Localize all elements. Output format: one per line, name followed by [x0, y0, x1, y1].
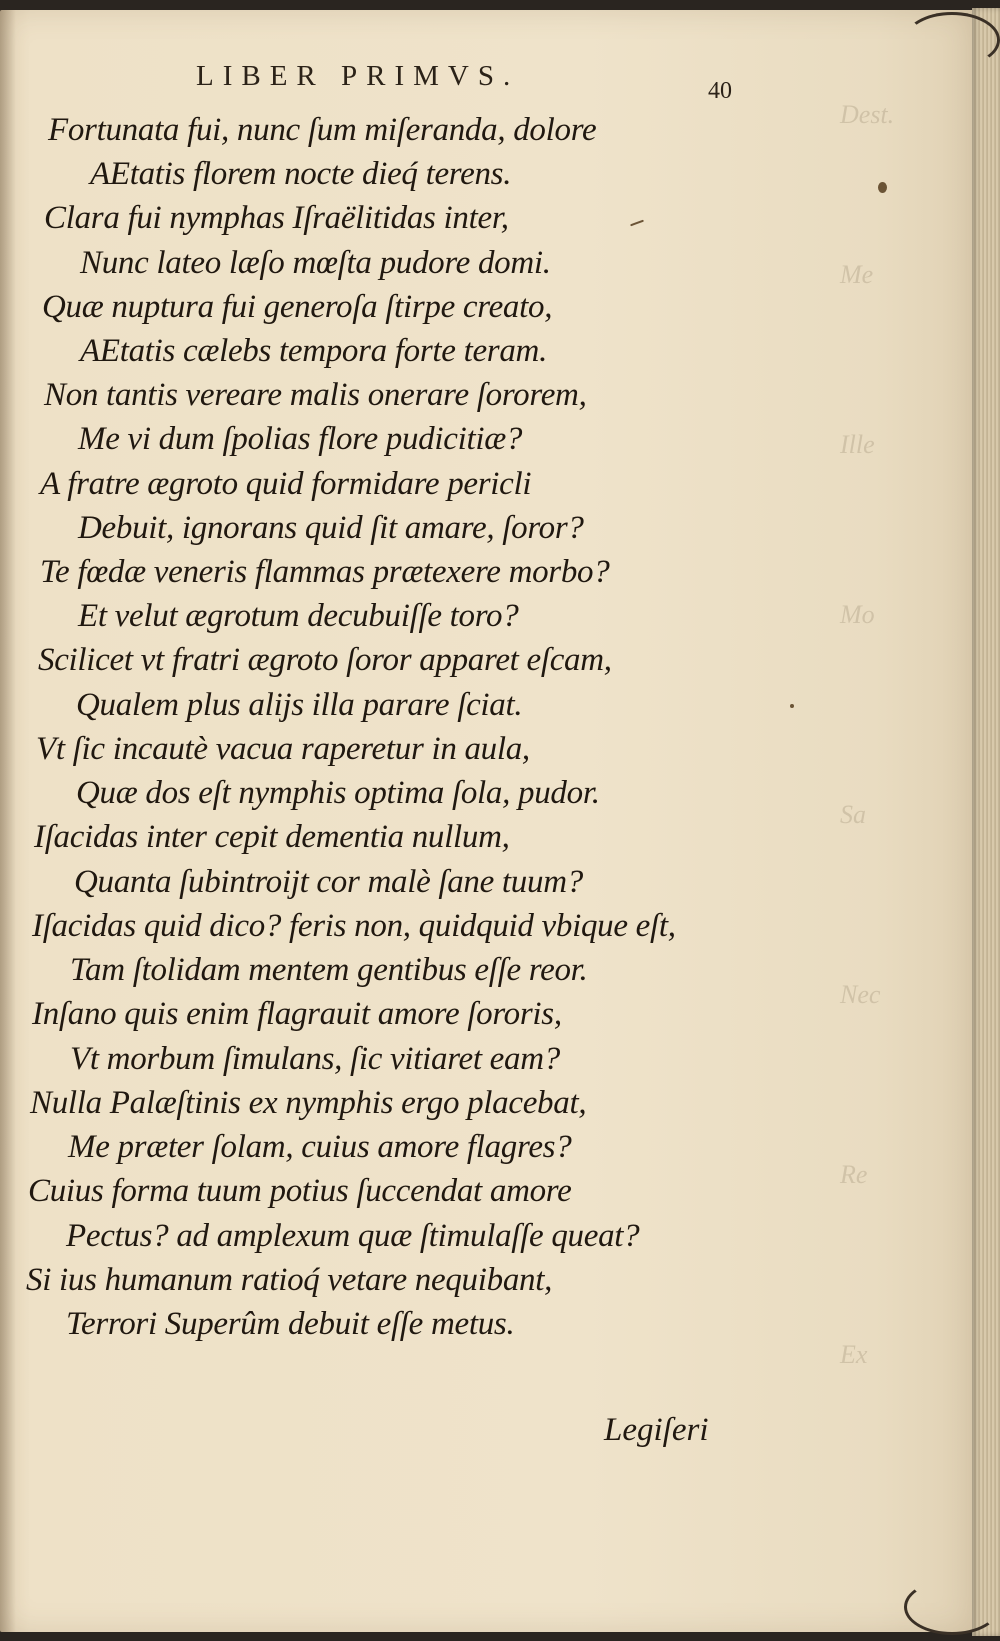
- verse-line: Nunc lateo læſo mœſta pudore domi.: [80, 245, 551, 281]
- verse-line: Cuius forma tuum potius ſuccendat amore: [28, 1173, 572, 1209]
- bottom-corner-curl: [904, 1579, 1000, 1635]
- verse-line: Vt morbum ſimulans, ſic vitiaret eam?: [70, 1041, 560, 1077]
- verse-line: Debuit, ignorans quid ſit amare, ſoror?: [78, 510, 584, 546]
- verse-line: Non tantis vereare malis onerare ſororem,: [44, 377, 587, 413]
- gutter-shadow: [0, 10, 16, 1632]
- verse-line: Scilicet vt fratri ægroto ſoror apparet eſcam,: [38, 642, 612, 678]
- verse-line: Et velut ægrotum decubuiſſe toro?: [78, 598, 519, 634]
- ink-speck: [790, 704, 794, 708]
- verse-line: Me vi dum ſpolias flore pudicitiæ?: [78, 421, 523, 457]
- verse-line: Inſano quis enim flagrauit amore ſororis,: [32, 996, 562, 1032]
- running-head: LIBER PRIMVS.: [196, 60, 520, 92]
- verse-line: Me præter ſolam, cuius amore flagres?: [68, 1129, 572, 1165]
- verse-line: Terrori Superûm debuit eſſe metus.: [66, 1306, 515, 1342]
- verse-line: Quæ nuptura fui generoſa ſtirpe creato,: [42, 289, 553, 325]
- verse-line: Nulla Palæſtinis ex nymphis ergo placebat,: [30, 1085, 587, 1121]
- verse-line: AEtatis cælebs tempora forte teram.: [80, 333, 548, 369]
- show-through-text: Dest. Me Ille Mo Sa Nec Re Ex: [840, 100, 895, 1369]
- page-number: 40: [708, 78, 732, 104]
- verse-line: Quæ dos eſt nymphis optima ſola, pudor.: [76, 775, 600, 811]
- top-corner-curl: [904, 12, 1000, 68]
- verse-line: Quanta ſubintroijt cor malè ſane tuum?: [74, 864, 583, 900]
- verse-line: Qualem plus alijs illa parare ſciat.: [76, 687, 523, 723]
- verse-line: Pectus? ad amplexum quæ ſtimulaſſe queat?: [66, 1218, 640, 1254]
- verse-line: Tam ſtolidam mentem gentibus eſſe reor.: [70, 952, 588, 988]
- verse-line: A fratre ægroto quid formidare pericli: [40, 466, 532, 502]
- verse-line: AEtatis florem nocte dieq́ terens.: [90, 156, 512, 192]
- verse-line: Iſacidas inter cepit dementia nullum,: [34, 819, 510, 855]
- verse-line: Iſacidas quid dico? feris non, quidquid vbique eſt,: [32, 908, 676, 944]
- page-edges: [972, 8, 1000, 1636]
- verse-line: Te fœdæ veneris flammas prætexere morbo?: [40, 554, 610, 590]
- verse-line: Clara fui nymphas Iſraëlitidas inter,: [44, 200, 509, 236]
- verse-line: Si ius humanum ratioq́ vetare nequibant,: [26, 1262, 553, 1298]
- catchword: Legiſeri: [604, 1412, 709, 1448]
- ink-speck: [878, 182, 887, 193]
- verse-line: Fortunata fui, nunc ſum miſeranda, dolore: [48, 112, 597, 148]
- verse-line: Vt ſic incautè vacua raperetur in aula,: [36, 731, 530, 767]
